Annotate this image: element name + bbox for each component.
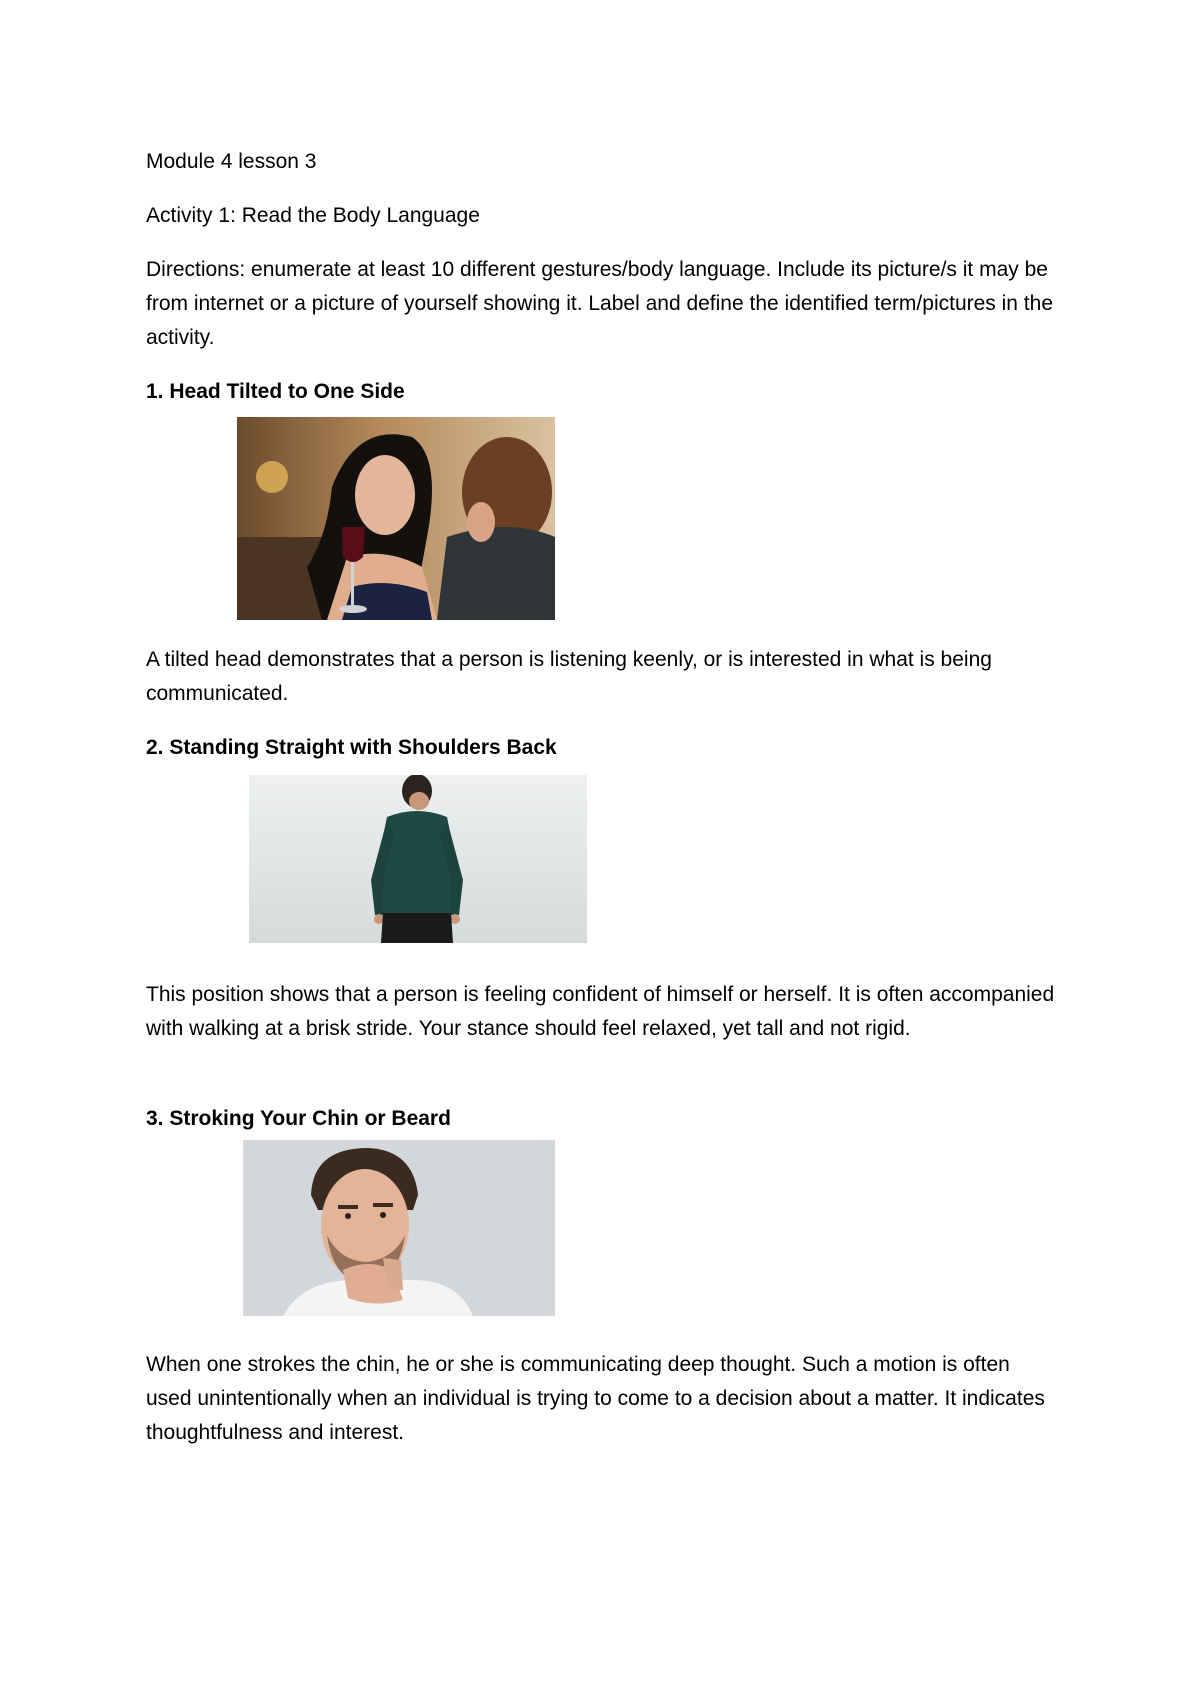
item-3-heading: 3. Stroking Your Chin or Beard [146, 1107, 451, 1130]
head-tilted-photo [237, 417, 555, 620]
stroking-chin-photo [243, 1140, 555, 1316]
item-1-heading: 1. Head Tilted to One Side [146, 380, 405, 403]
activity-title: Activity 1: Read the Body Language [146, 204, 480, 227]
item-1-description: A tilted head demonstrates that a person is listening keenly, or is interested in what is being communicated. [146, 648, 992, 705]
item-2-heading: 2. Standing Straight with Shoulders Back [146, 736, 557, 759]
item-2-description: This position shows that a person is feeling confident of himself or herself. It is often accompanied with walking at a brisk stride. Your stance should feel relaxed, yet tall and not rigid. [146, 983, 1055, 1040]
module-title: Module 4 lesson 3 [146, 150, 317, 173]
standing-straight-photo [249, 775, 587, 943]
item-3-description: When one strokes the chin, he or she is communicating deep thought. Such a motion is often used unintentionally when an individual is trying to come to a decision about a matter. It indicates thoughtfulness and interest. [146, 1353, 1045, 1444]
directions-text: Directions: enumerate at least 10 different gestures/body language. Include its picture/s it may be from internet or a picture of yourself showing it. Label and define the identified term/pictures in the activity. [146, 258, 1053, 349]
